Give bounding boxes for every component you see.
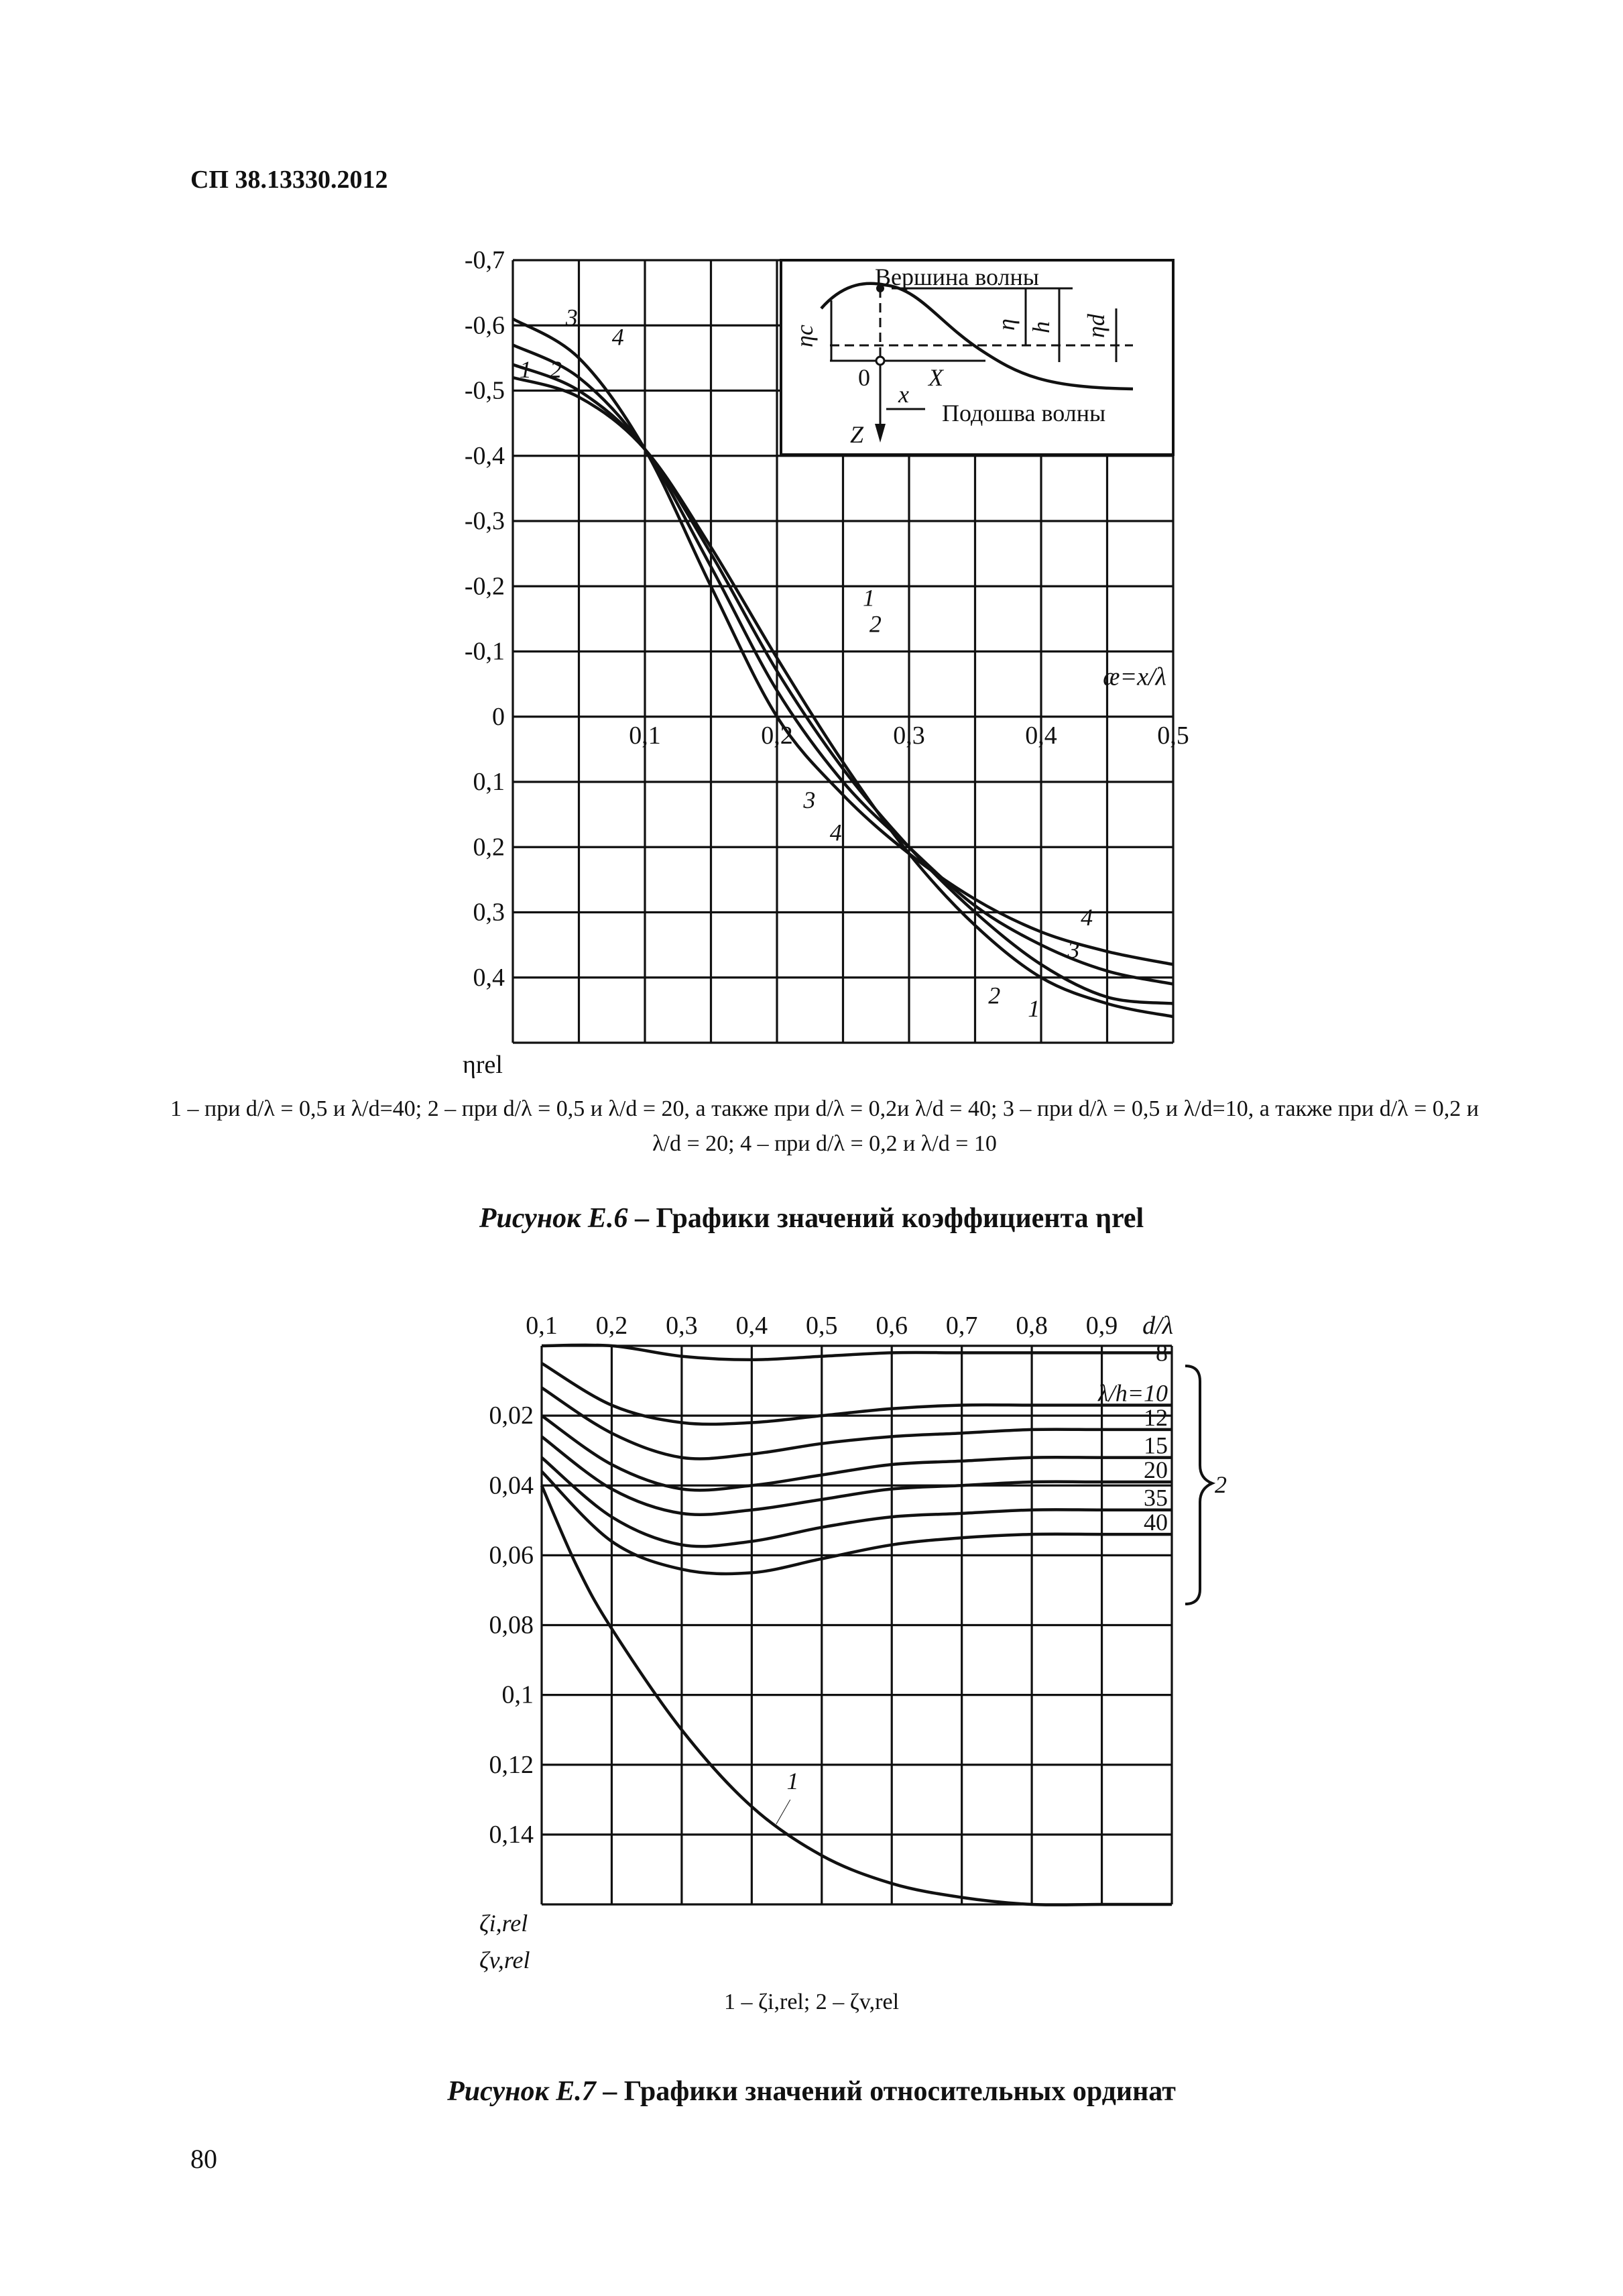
figure-e6-caption-sep: – [627, 1203, 656, 1234]
figure-e6-caption [0, 1202, 1623, 1235]
y-tick-label: -0,5 [464, 376, 505, 405]
inset-x-label: x [898, 381, 909, 408]
y-axis-label-1: ζi,rel [479, 1910, 528, 1937]
y-tick-label: 0,1 [501, 1680, 534, 1709]
curve-label-4: 4 [829, 819, 842, 846]
y-tick-label: -0,1 [464, 637, 505, 666]
y-tick-label: 0,12 [489, 1750, 534, 1779]
y-tick-label: -0,7 [464, 246, 505, 274]
y-tick-label: 0,4 [473, 963, 505, 992]
x-tick-label: 0,3 [893, 721, 925, 750]
y-tick-label: -0,6 [464, 311, 505, 340]
x-tick-label: 0,4 [1025, 721, 1057, 750]
x-tick-label: 0,1 [629, 721, 661, 750]
figure-e7-caption-sep: – [595, 2076, 624, 2107]
origin-point [876, 357, 884, 365]
x-tick-label: 0,2 [761, 721, 793, 750]
curve-series-15 [542, 1416, 1172, 1490]
inset-origin-label: 0 [858, 364, 870, 391]
inset-h-label: h [1028, 321, 1055, 333]
curve-label-4: 4 [1081, 903, 1093, 931]
curve-label-2: 2 [869, 610, 882, 638]
x-tick-label: 0,2 [595, 1312, 628, 1340]
x-tick-label: 0,9 [1085, 1312, 1118, 1340]
curve-label-lambda-h-40: 40 [1144, 1509, 1168, 1536]
group-brace [1185, 1366, 1212, 1604]
group-label-2: 2 [1215, 1471, 1227, 1498]
y-tick-label: 0,2 [473, 833, 505, 862]
page-number: 80 [190, 2144, 217, 2174]
x-tick-label: 0,1 [526, 1312, 558, 1340]
x-tick-label: 0,5 [1157, 721, 1189, 750]
y-tick-label: -0,3 [464, 507, 505, 535]
curve-label-1: 1 [1028, 995, 1040, 1023]
figure-e7-caption-text: Графики значений относительных ординат [623, 2076, 1176, 2107]
figure-e7-legend: 1 – ζi,rel; 2 – ζv,rel [723, 1990, 900, 2014]
inset-z-axis-label: Z [850, 421, 864, 448]
x-tick-label: 0,8 [1016, 1312, 1048, 1340]
y-tick-label: 0,06 [489, 1541, 534, 1570]
curve-series-12 [542, 1388, 1172, 1459]
curve-label-4: 4 [611, 323, 624, 351]
y-tick-label: -0,4 [464, 441, 505, 470]
x-tick-label: 0,7 [945, 1312, 978, 1340]
curve-label-1: 1 [863, 584, 876, 612]
inset-x-axis-label: X [928, 364, 943, 391]
curve-label-3: 3 [803, 786, 816, 813]
curve-label-1: 1 [786, 1768, 799, 1795]
curve-series-8 [542, 1345, 1172, 1360]
chart-e7 [479, 1312, 1227, 1973]
x-tick-label: 0,3 [666, 1312, 698, 1340]
chart-e7-curve-labels [776, 1339, 1168, 1824]
figure-e7-caption [0, 2075, 1623, 2108]
wave-profile-inset [781, 260, 1173, 455]
y-tick-label: 0,02 [489, 1401, 534, 1430]
curve-label-1: 1 [519, 356, 532, 384]
y-tick-label: 0,04 [489, 1471, 534, 1500]
figure-e6-caption-label: Рисунок Е.6 [479, 1203, 628, 1234]
chart-e6 [463, 246, 1189, 1079]
y-tick-label: 0,14 [489, 1820, 534, 1849]
inset-eta-c-label: ηc [791, 325, 818, 347]
inset-eta-d-label: ηd [1083, 314, 1109, 338]
y-axis-label: ηrel [463, 1051, 503, 1079]
document-code: СП 38.13330.2012 [190, 166, 388, 194]
y-axis-label-2: ζv,rel [479, 1947, 530, 1973]
figure-e7-caption-label: Рисунок Е.7 [447, 2076, 596, 2107]
curve-label-lambda-h-35: 35 [1144, 1484, 1168, 1511]
curve-label-3: 3 [1067, 936, 1080, 964]
curve-label-lambda-h-15: 15 [1144, 1432, 1168, 1459]
inset-trough-label: Подошва волны [942, 400, 1106, 426]
x-tick-label: 0,5 [806, 1312, 838, 1340]
curve-label-lambda-h-20: 20 [1144, 1456, 1168, 1484]
y-tick-label: 0,3 [473, 898, 505, 927]
x-axis-label: æ=x/λ [1103, 663, 1166, 691]
curve-label-2: 2 [550, 356, 562, 384]
inset-eta-label: η [993, 319, 1020, 331]
x-tick-label: 0,4 [735, 1312, 768, 1340]
x-tick-label: 0,6 [876, 1312, 908, 1340]
inset-crest-label: Вершина волны [875, 264, 1039, 290]
x-axis-label: d/λ [1142, 1312, 1174, 1340]
curve-label-2: 2 [988, 982, 1001, 1009]
curve-label-lambda-h-10: λ/h=10 [1098, 1379, 1168, 1407]
curve-label-1-leader [776, 1800, 790, 1824]
curve-label-lambda-h-12: 12 [1144, 1403, 1168, 1431]
y-tick-label: 0 [492, 702, 505, 731]
figure-e6-caption-text: Графики значений коэффициента ηrel [656, 1203, 1144, 1234]
curve-label-lambda-h-8: 8 [1156, 1339, 1168, 1367]
chart-e7-ticks [479, 1312, 1173, 1973]
y-tick-label: 0,1 [473, 768, 505, 796]
y-tick-label: 0,08 [489, 1611, 534, 1640]
y-tick-label: -0,2 [464, 572, 505, 601]
curve-label-3: 3 [565, 304, 578, 331]
figure-e6-legend: 1 – при d/λ = 0,5 и λ/d=40; 2 – при d/λ = 0,5 и λ/d = 20, а также при d/λ = 0,2и λ/d = 40; 3 – при d/λ = 0,5 и λ/d=10, а также при d/λ = 0,2 и λ/d = 20; 4 – при d/λ = 0,2 и λ/d = 10 [170, 1096, 1479, 1156]
